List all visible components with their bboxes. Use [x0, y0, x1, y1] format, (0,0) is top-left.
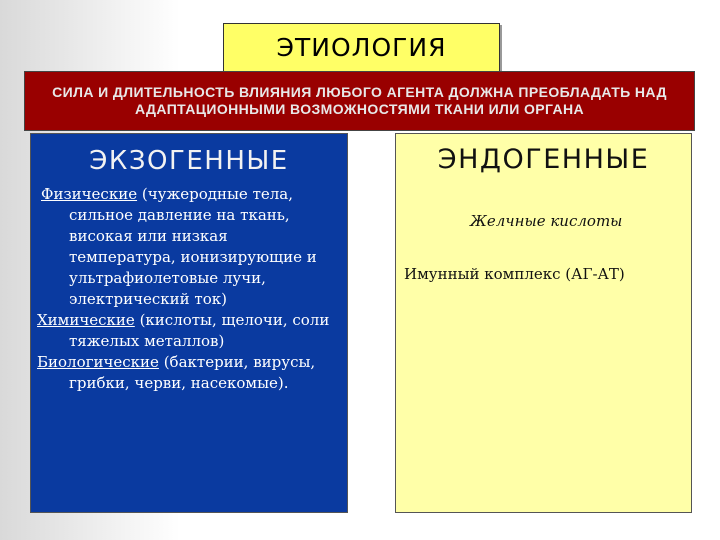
- exogenous-item-text: (бактерии, вирусы, грибки, черви, насекомые).: [69, 353, 316, 392]
- exogenous-panel: [30, 133, 348, 513]
- endogenous-panel: [395, 133, 692, 513]
- exogenous-item-biological: [37, 352, 339, 394]
- exogenous-item-head: Биологические: [37, 353, 159, 371]
- exogenous-item-text: (чужеродные тела, сильное давление на ткань, висoкая или низкая температура, ионизирующие и ультрафиолетовые лучи, электрический ток): [69, 185, 317, 308]
- endogenous-item-immune-complex: Имунный комплекс (АГ-АТ): [404, 265, 625, 283]
- exogenous-item-chemical: [37, 310, 339, 352]
- exogenous-item-text: (кислоты, щелочи, соли тяжелых металлов): [69, 311, 330, 350]
- endogenous-title: ЭНДОГЕННЫЕ: [437, 144, 650, 175]
- exogenous-item-head: Химические: [37, 311, 135, 329]
- endogenous-item-bile-acids: Желчные кислоты: [470, 212, 623, 230]
- exogenous-list: [37, 184, 339, 394]
- slide-title: ЭТИОЛОГИЯ: [223, 23, 500, 72]
- exogenous-item-physical: [37, 184, 339, 310]
- exogenous-item-head: Физические: [41, 185, 138, 203]
- exogenous-title: ЭКЗОГЕННЫЕ: [89, 146, 289, 176]
- principle-banner: СИЛА И ДЛИТЕЛЬНОСТЬ ВЛИЯНИЯ ЛЮБОГО АГЕНТА ДОЛЖНА ПРЕОБЛАДАТЬ НАД АДАПТАЦИОННЫМИ ВОЗМОЖНОСТЯМИ ТКАНИ ИЛИ ОРГАНА: [24, 71, 695, 131]
